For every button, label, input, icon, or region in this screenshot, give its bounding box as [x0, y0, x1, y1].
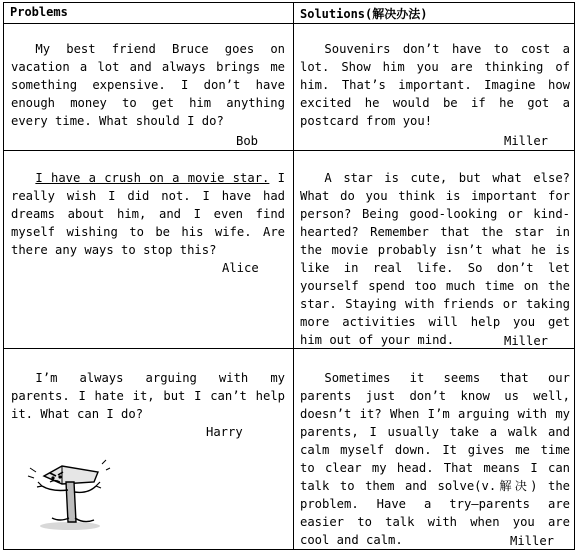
problem-text-1: My best friend Bruce goes on vacation a lot and always brings me something expensive. I don’t have enough money to get him anything every time. What should I do? [11, 42, 285, 128]
header-divider [4, 23, 574, 24]
solutions-header: Solutions(解决办法) [300, 7, 428, 21]
solution-text-3: Sometimes it seems that our parents just don’t know us well, doesn’t it? When I’m arguing with my parents, I usually take a walk and calm myself down. It gives me time to clear my head. That means I can talk to them and solve(v.解决) the problem. Have a try—parents are easier to talk with when you are cool and calm. [300, 371, 570, 547]
problem-signature-1: Bob [236, 134, 259, 148]
problems-header: Problems [10, 5, 68, 19]
problem-underlined-phrase: I have a crush on a movie star. [35, 171, 270, 185]
problem-text-2-rest: I really wish I did not. I have had dreams about him, and I even find myself wishing to be his wife. Are there any ways to stop this? [11, 171, 285, 257]
row-divider-1 [4, 150, 574, 151]
solution-text-1: Souvenirs don’t have to cost a lot. Show him you are thinking of him. That’s important. Imagine how excited he would be if he got a postcard from you! [300, 42, 570, 128]
solution-signature-3: Miller [510, 534, 555, 548]
problem-signature-2: Alice [222, 261, 259, 275]
angry-hammer-cartoon-icon [22, 456, 112, 536]
solution-signature-1: Miller [504, 134, 549, 148]
problem-signature-3: Harry [206, 425, 243, 439]
problem-text-3: I’m always arguing with my parents. I hate it, but I can’t help it. What can I do? [11, 371, 285, 421]
column-divider [293, 3, 294, 549]
solution-signature-2: Miller [504, 334, 549, 348]
problem-text-2 [11, 169, 285, 259]
solution-text-2: A star is cute, but what else? What do you think is important for person? Being good-looking or kind-hearted? Remember that the star in the movie probably isn’t what he is like in real life. So don’t let yourself spend too much time on the star. Staying with friends or taking more activities will help you get him out of your mind. [300, 171, 570, 347]
